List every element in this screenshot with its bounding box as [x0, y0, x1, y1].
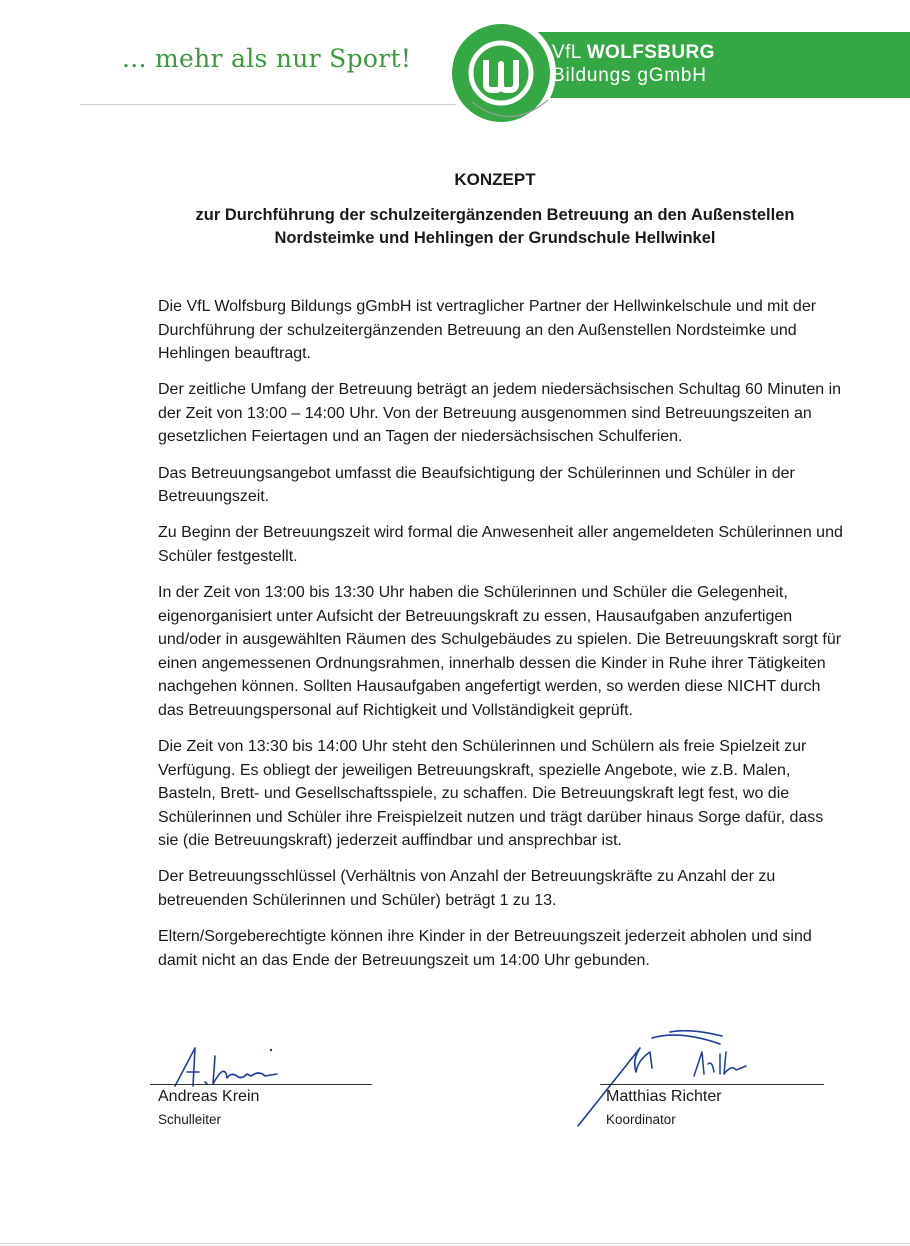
logo-swoosh-icon	[470, 94, 550, 126]
page-bottom-edge	[0, 1243, 910, 1244]
paragraph: Die VfL Wolfsburg Bildungs gGmbH ist vertraglicher Partner der Hellwinkelschule und mit der Durchführung der schulzeitergänzenden Betreuung an den Außenstellen Nordsteimke und Hehlingen beauftragt.	[158, 298, 817, 363]
paragraph: Das Betreuungsangebot umfasst die Beaufsichtigung der Schülerinnen und Schüler in der Betreuungszeit.	[158, 464, 795, 506]
brand-subname: Bildungs gGmbH	[552, 65, 707, 86]
subtitle-line-1: zur Durchführung der schulzeitergänzenden Betreuung an den Außenstellen	[195, 206, 795, 224]
document-subtitle	[160, 204, 830, 250]
paragraph: Der zeitliche Umfang der Betreuung beträgt an jedem niedersächsischen Schultag 60 Minuten in der Zeit von 13:00 – 14:00 Uhr. Von der Betreuung ausgenommen sind Betreuungszeiten an gesetzlichen Feiertagen und an Tagen der niedersächsischen Schulferien.	[158, 381, 842, 446]
brand-name	[552, 42, 715, 64]
signer-name-right: Matthias Richter	[606, 1088, 722, 1105]
brand-prefix: VfL	[552, 42, 587, 63]
slogan: ... mehr als nur Sport!	[122, 44, 412, 73]
signer-role-right: Koordinator	[606, 1112, 676, 1127]
document-body	[158, 295, 848, 985]
document-title	[0, 170, 910, 190]
paragraph: Zu Beginn der Betreuungszeit wird formal die Anwesenheit aller angemeldeten Schülerinnen und Schüler festgestellt.	[158, 524, 843, 565]
document-title-text: KONZEPT	[454, 170, 536, 189]
paragraph: Eltern/Sorgeberechtigte können ihre Kinder in der Betreuungszeit jederzeit abholen und sind damit nicht an das Ende der Betreuungszeit um 14:00 Uhr gebunden.	[158, 928, 812, 969]
signature-line-right	[600, 1084, 824, 1085]
subtitle-line-2: Nordsteimke und Hehlingen der Grundschule Hellwinkel	[274, 229, 716, 247]
paragraph: Die Zeit von 13:30 bis 14:00 Uhr steht den Schülerinnen und Schülern als freie Spielzeit zur Verfügung. Es obliegt der jeweiligen Betreuungskraft, spezielle Angebote, wie z.B. Malen, Basteln, Brett- und Gesellschaftsspiele, zu schaffen. Die Betreuungskraft legt fest, wo die Schülerinnen und Schüler ihre Freispielzeit nutzen und trägt darüber hinaus Sorge dafür, dass sie (die Betreuungskraft) jederzeit auffindbar und ansprechbar ist.	[158, 738, 824, 850]
signer-name-left: Andreas Krein	[158, 1088, 260, 1105]
signer-role-left: Schulleiter	[158, 1112, 222, 1127]
paragraph: In der Zeit von 13:00 bis 13:30 Uhr haben die Schülerinnen und Schüler die Gelegenheit, eigenorganisiert unter Aufsicht der Betreuungskraft zu essen, Hausaufgaben anzufertigen und/oder in ausgewählten Räumen des Schulgebäudes zu spielen. Die Betreuungskraft sorgt für einen angemessenen Ordnungsrahmen, innerhalb dessen die Kinder in Ruhe ihrer Tätigkeiten nachgehen können. Sollten Hausaufgaben angefertigt werden, so werden diese NICHT durch das Betreuungspersonal auf Richtigkeit und Vollständigkeit geprüft.	[158, 583, 842, 719]
paragraph: Der Betreuungsschlüssel (Verhältnis von Anzahl der Betreuungskräfte zu Anzahl der zu betreuenden Schülerinnen und Schüler) beträgt 1 zu 13.	[158, 868, 776, 910]
brand-name-bold: WOLFSBURG	[586, 42, 715, 63]
signature-line-left	[150, 1084, 372, 1085]
